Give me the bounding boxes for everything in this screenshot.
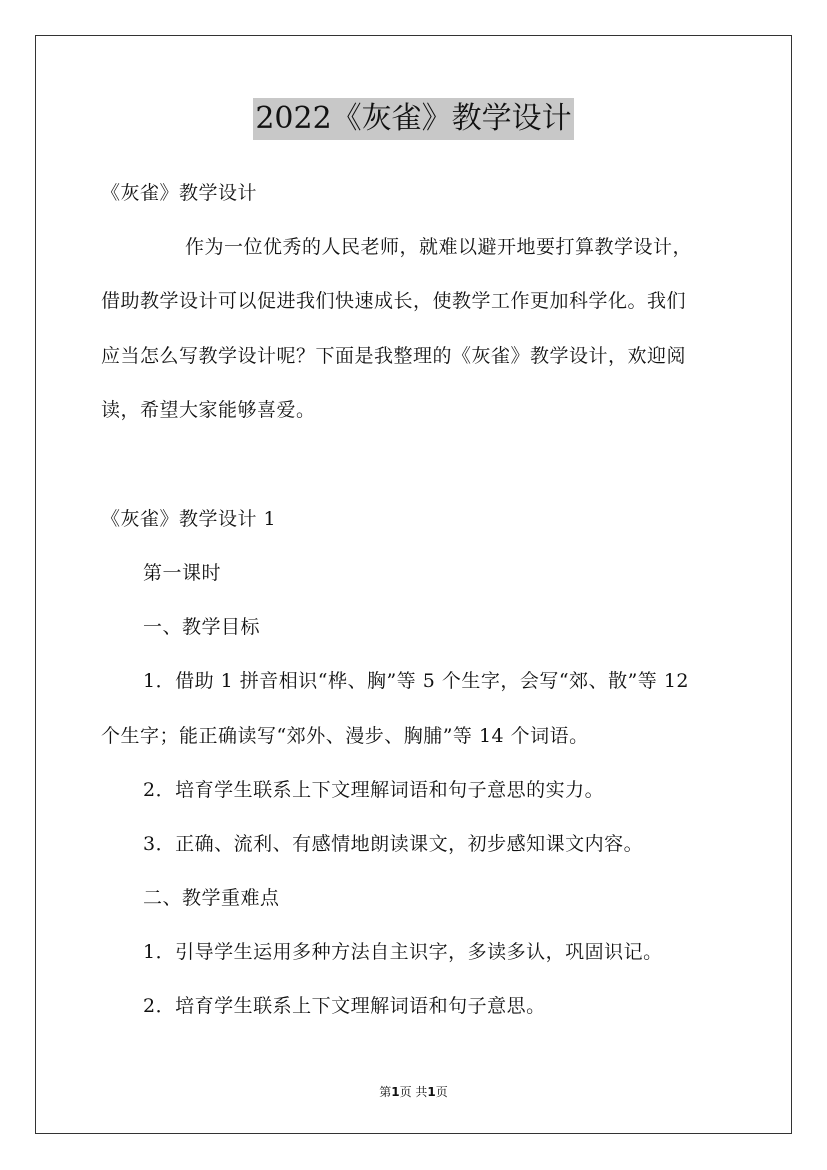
document-title: 2022《灰雀》教学设计 [253, 98, 573, 140]
footer-page-total: 1 [427, 1085, 436, 1099]
objective-line-1: 1．借助 1 拼音相识“桦、胸”等 5 个生字，会写“郊、散”等 12 [143, 670, 689, 692]
objective-line-4: 3．正确、流利、有感情地朗读课文，初步感知课文内容。 [143, 833, 644, 855]
document-subtitle: 《灰雀》教学设计 [101, 182, 258, 204]
section-heading: 《灰雀》教学设计 1 [101, 508, 277, 530]
keypoint-line-1: 1．引导学生运用多种方法自主识字，多读多认，巩固识记。 [143, 941, 663, 963]
intro-line-2: 借助教学设计可以促进我们快速成长，使教学工作更加科学化。我们 [101, 290, 687, 312]
intro-line-3: 应当怎么写教学设计呢？下面是我整理的《灰雀》教学设计，欢迎阅 [101, 345, 687, 367]
keypoints-heading: 二、教学重难点 [143, 887, 280, 909]
objective-line-2: 个生字；能正确读写“郊外、漫步、胸脯”等 14 个词语。 [101, 725, 589, 747]
footer-suffix: 页 [435, 1085, 448, 1099]
intro-line-1: 作为一位优秀的人民老师，就难以避开地要打算教学设计， [185, 236, 693, 258]
title-wrapper [0, 98, 827, 140]
lesson-label: 第一课时 [143, 562, 222, 584]
page-footer [0, 1083, 827, 1100]
objective-line-3: 2．培育学生联系上下文理解词语和句子意思的实力。 [143, 779, 605, 801]
objectives-heading: 一、教学目标 [143, 616, 261, 638]
footer-page-number: 1 [391, 1085, 400, 1099]
keypoint-line-2: 2．培育学生联系上下文理解词语和句子意思。 [143, 995, 546, 1017]
footer-prefix: 第 [379, 1085, 392, 1099]
intro-line-4: 读，希望大家能够喜爱。 [101, 399, 316, 421]
footer-mid: 页 共 [399, 1085, 428, 1099]
